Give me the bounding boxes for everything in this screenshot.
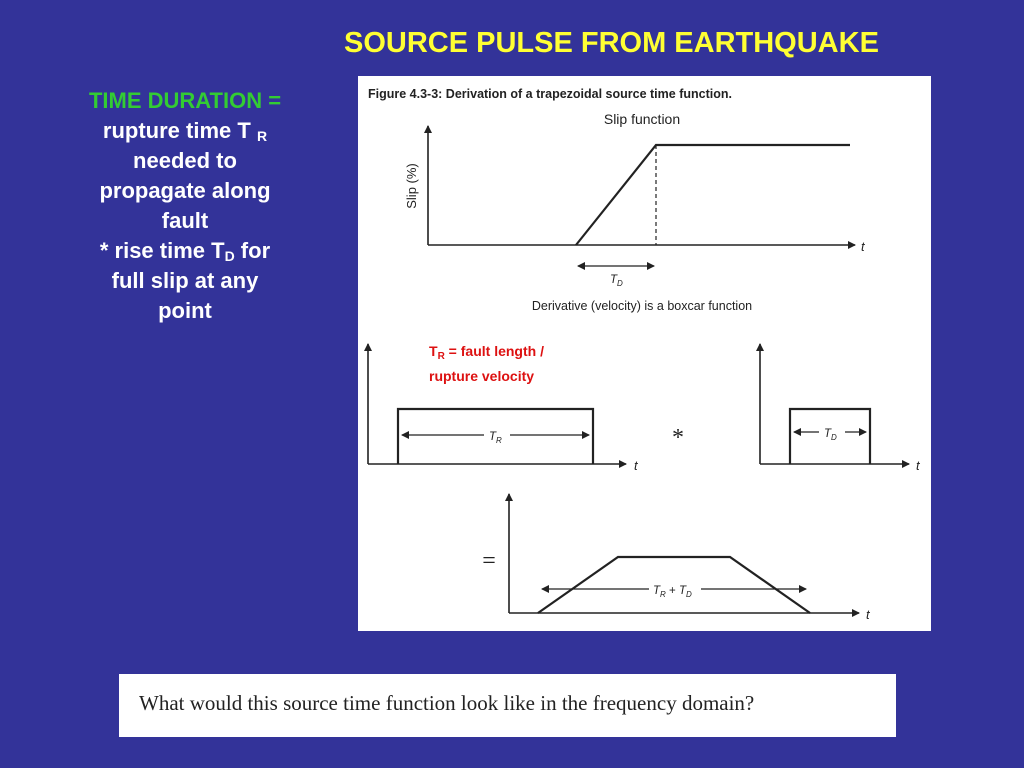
td-boxcar-label: $T_D$ [824,428,837,442]
convolution-symbol: * [672,425,684,451]
equals-symbol: = [482,548,496,574]
trapezoid-t-label: t [866,607,870,622]
figure-caption: Figure 4.3-3: Derivation of a trapezoidal source time function. [368,87,732,101]
slide-title: SOURCE PULSE FROM EARTHQUAKE [344,27,879,59]
rupture-time-line: rupture time T $_R$ [102,118,268,144]
figure-diagram [358,76,931,631]
slip-t-label: t [861,239,865,254]
time-duration-heading: TIME DURATION = [88,88,282,113]
boxcar-tr-t-label: t [634,458,638,473]
rise-time-line: * rise time $T_D$ for [99,238,271,264]
needed-line: needed to [133,148,237,173]
slip-function-title: Slip function [603,111,681,127]
full-slip-line: full slip at any [111,268,259,293]
time-duration-description [40,86,330,326]
tr-definition-line1: $T_R$ = fault length / [429,343,544,362]
question-text: What would this source time function look like in the frequency domain? [139,691,755,715]
derivative-note: Derivative (velocity) is a boxcar function [531,299,753,313]
question-box [119,674,896,737]
boxcar-td-t-label: t [916,458,920,473]
trapezoidal-source-figure [358,76,931,631]
propagate-line: propagate along [99,178,271,203]
td-label: $T_D$ [610,274,623,288]
slip-ramp-curve [576,145,850,245]
fault-line: fault [161,208,209,233]
point-line: point [158,298,212,323]
tr-plus-td-label: $T_R + T_D$ [653,585,692,599]
tr-definition-line2: rupture velocity [429,368,535,384]
tr-label: $T_R$ [489,431,502,445]
slip-axis-label: Slip (%) [404,163,419,209]
